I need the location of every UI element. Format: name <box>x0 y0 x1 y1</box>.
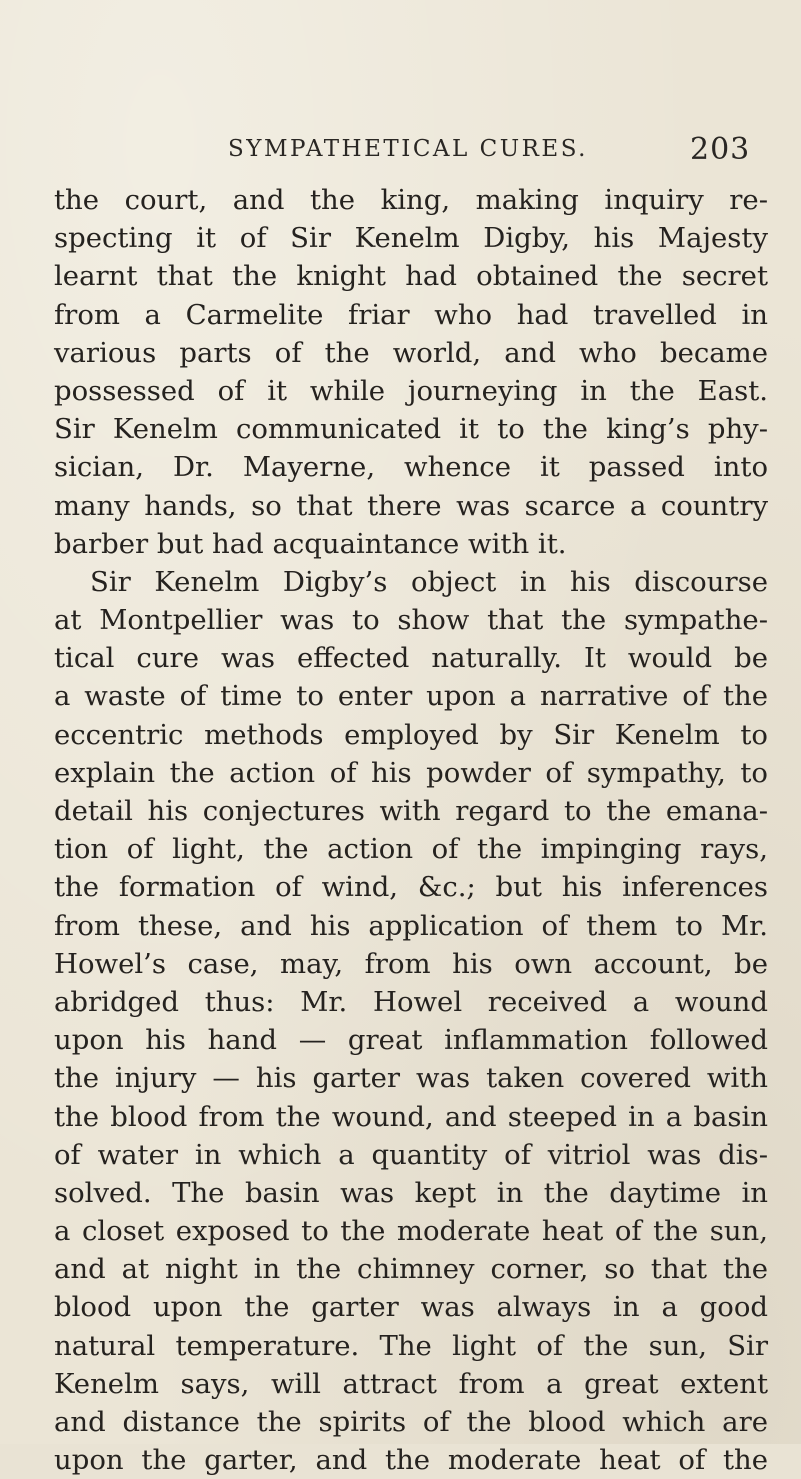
running-head <box>0 132 801 172</box>
text-line: explain the action of his powder of sympathy, to <box>54 756 768 789</box>
text-line: blood upon the garter was always in a good <box>54 1291 768 1324</box>
text-line: of water in which a quantity of vitriol was dis- <box>54 1138 768 1171</box>
text-line: upon his hand — great inflammation followed <box>54 1024 768 1057</box>
text-line: upon the garter, and the moderate heat of the <box>54 1444 768 1477</box>
text-line: many hands, so that there was scarce a country <box>54 489 768 522</box>
text-line: a closet exposed to the moderate heat of the sun, <box>54 1215 768 1248</box>
text-line: the blood from the wound, and steeped in a basin <box>54 1100 768 1133</box>
text-line: the formation of wind, &c.; but his inferences <box>54 871 768 904</box>
text-line: barber but had acquaintance with it. <box>54 527 567 560</box>
body-text <box>54 181 768 1479</box>
text-line: learnt that the knight had obtained the secret <box>54 260 768 293</box>
running-title: SYMPATHETICAL CURES. <box>228 136 588 162</box>
text-line: natural temperature. The light of the sun, Sir <box>54 1329 768 1362</box>
text-line: specting it of Sir Kenelm Digby, his Majesty <box>54 222 768 255</box>
text-line: and at night in the chimney corner, so that the <box>54 1253 768 1286</box>
text-line: at Montpellier was to show that the sympathe- <box>54 604 768 637</box>
text-line: tion of light, the action of the impinging rays, <box>54 833 768 866</box>
text-line: from a Carmelite friar who had travelled in <box>54 298 768 331</box>
text-line: various parts of the world, and who became <box>54 336 768 369</box>
page-number: 203 <box>690 132 751 167</box>
text-line: sician, Dr. Mayerne, whence it passed into <box>54 451 768 484</box>
text-line: abridged thus: Mr. Howel received a wound <box>54 985 768 1018</box>
text-line: Sir Kenelm communicated it to the king’s phy- <box>54 413 768 446</box>
text-line: and distance the spirits of the blood which are <box>54 1406 768 1438</box>
text-line: the court, and the king, making inquiry re- <box>54 184 768 216</box>
text-line: from these, and his application of them to Mr. <box>54 909 768 942</box>
text-line: Sir Kenelm Digby’s object in his discourse <box>90 565 768 598</box>
text-line: detail his conjectures with regard to the emana- <box>54 795 768 827</box>
text-line: the injury — his garter was taken covered with <box>54 1062 768 1095</box>
text-line: Kenelm says, will attract from a great extent <box>54 1367 768 1400</box>
text-line: Howel’s case, may, from his own account, be <box>54 947 768 980</box>
text-line: possessed of it while journeying in the East. <box>54 374 768 407</box>
text-line: a waste of time to enter upon a narrative of the <box>54 680 768 713</box>
text-line: eccentric methods employed by Sir Kenelm to <box>54 718 768 751</box>
text-line: solved. The basin was kept in the daytime in <box>54 1176 768 1209</box>
text-line: tical cure was effected naturally. It would be <box>54 642 768 675</box>
